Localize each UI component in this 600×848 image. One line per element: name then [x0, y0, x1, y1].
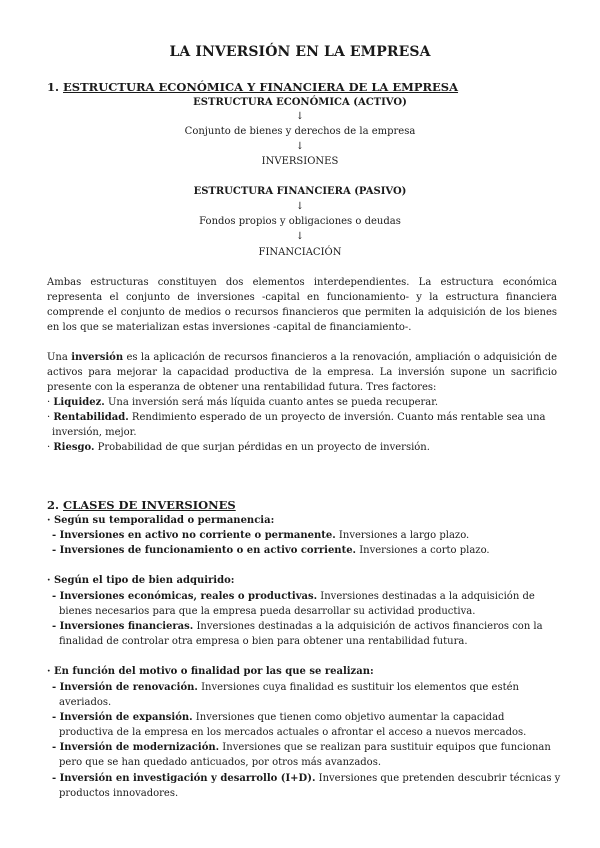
bullet: ·: [47, 412, 54, 423]
section-1-heading-text: ESTRUCTURA ECONÓMICA Y FINANCIERA DE LA EMPRESA: [63, 80, 459, 94]
group-heading-text: · Según el tipo de bien adquirido:: [47, 575, 235, 586]
list-item: [52, 589, 572, 604]
item-term: - Inversiones de funcionamiento o en activo corriente.: [52, 545, 357, 556]
factor-text: Rendimiento esperado de un proyecto de inversión. Cuanto más rentable sea una: [128, 412, 546, 423]
list-item: [52, 619, 572, 634]
item-term: - Inversión en investigación y desarrollo (I+D).: [52, 773, 316, 784]
section-2-heading: [47, 498, 236, 512]
list-item-cont: productiva de la empresa en los mercados actuales o afrontar el acceso a nuevos mercados.: [59, 727, 527, 738]
item-text: Inversiones que se realizan para sustituir equipos que funcionan: [219, 742, 551, 753]
factor-text: Probabilidad de que surjan pérdidas en un proyecto de inversión.: [94, 442, 430, 453]
item-term: - Inversión de modernización.: [52, 742, 220, 753]
section-2-heading-text: CLASES DE INVERSIONES: [63, 498, 236, 512]
bullet: ·: [47, 442, 54, 453]
paragraph-inversion-post: es la aplicación de recursos financieros a la renovación, ampliación o adquisición de activos para mejorar la capacidad productiva de la empresa. La inversión supone un sacrificio presente con la esperanza de obtener una rentabilidad futura. Tres factores:: [47, 352, 558, 393]
paragraph-inversion-term: inversión: [71, 352, 124, 363]
list-item-cont: averiados.: [59, 697, 112, 708]
list-item: [52, 680, 572, 695]
item-text: Inversiones a largo plazo.: [335, 530, 470, 541]
group-temporalidad-heading: [47, 513, 567, 528]
list-item: [52, 543, 572, 558]
factor-term: Rentabilidad.: [53, 412, 129, 423]
list-item: [52, 710, 572, 725]
factor-rentabilidad-cont: inversión, mejor.: [52, 427, 137, 438]
item-term: - Inversión de expansión.: [52, 712, 193, 723]
item-term: - Inversiones económicas, reales o productivas.: [52, 591, 318, 602]
list-item-cont: pero que se han quedado anticuados, por otros más avanzados.: [59, 757, 382, 768]
financial-structure-line-2: FINANCIACIÓN: [258, 247, 342, 258]
financial-structure-line-1: Fondos propios y obligaciones o deudas: [199, 216, 401, 227]
paragraph-inversion: [47, 350, 557, 395]
item-term: - Inversiones en activo no corriente o permanente.: [52, 530, 336, 541]
arrow-down-icon: ↓: [295, 201, 305, 212]
item-text: Inversiones que tienen como objetivo aumentar la capacidad: [192, 712, 505, 723]
paragraph-structures: Ambas estructuras constituyen dos elementos interdependientes. La estructura económica representa el conjunto de inversiones -capital en funcionamiento- y la estructura financiera comprende el conjunto de medios o recursos financieros que permiten la adquisición de los bienes en los que se materializan estas inversiones -capital de financiamiento-.: [47, 277, 557, 333]
list-item-cont: bienes necesarios para que la empresa pueda desarrollar su actividad productiva.: [59, 606, 476, 617]
page-title: LA INVERSIÓN EN LA EMPRESA: [169, 44, 431, 60]
item-term: - Inversiones financieras.: [52, 621, 194, 632]
list-item-cont: finalidad de controlar otra empresa o bien para obtener una rentabilidad futura.: [59, 636, 468, 647]
section-1-heading: [47, 80, 458, 94]
bullet: ·: [47, 397, 54, 408]
arrow-down-icon: ↓: [295, 141, 305, 152]
section-1-number: 1.: [47, 80, 64, 94]
economic-structure-line-2: INVERSIONES: [261, 156, 339, 167]
item-text: Inversiones cuya finalidad es sustituir los elementos que estén: [197, 682, 519, 693]
group-motivo-heading: [47, 664, 567, 679]
factor-liquidez: [47, 395, 567, 410]
factor-text: Una inversión será más líquida cuanto antes se pueda recuperar.: [104, 397, 439, 408]
section-2-number: 2.: [47, 498, 64, 512]
arrow-down-icon: ↓: [295, 111, 305, 122]
list-item: [52, 528, 572, 543]
financial-structure-title: ESTRUCTURA FINANCIERA (PASIVO): [193, 186, 407, 197]
item-text: Inversiones destinadas a la adquisición de activos financieros con la: [193, 621, 543, 632]
list-item: [52, 771, 572, 786]
factor-term: Riesgo.: [53, 442, 95, 453]
item-term: - Inversión de renovación.: [52, 682, 198, 693]
economic-structure-line-1: Conjunto de bienes y derechos de la empresa: [184, 126, 416, 137]
item-text: Inversiones destinadas a la adquisición de: [317, 591, 535, 602]
item-text: Inversiones que pretenden descubrir técnicas y: [315, 773, 561, 784]
list-item: [52, 740, 572, 755]
arrow-down-icon: ↓: [295, 231, 305, 242]
group-tipo-bien-heading: [47, 573, 567, 588]
paragraph-inversion-pre: Una: [47, 352, 72, 363]
factor-rentabilidad: [47, 410, 567, 425]
item-text: Inversiones a corto plazo.: [356, 545, 490, 556]
factor-riesgo: [47, 440, 567, 455]
group-heading-text: · En función del motivo o finalidad por las que se realizan:: [47, 666, 374, 677]
group-heading-text: · Según su temporalidad o permanencia:: [47, 515, 275, 526]
list-item-cont: productos innovadores.: [59, 788, 179, 799]
economic-structure-title: ESTRUCTURA ECONÓMICA (ACTIVO): [193, 97, 407, 108]
factor-term: Liquidez.: [53, 397, 105, 408]
